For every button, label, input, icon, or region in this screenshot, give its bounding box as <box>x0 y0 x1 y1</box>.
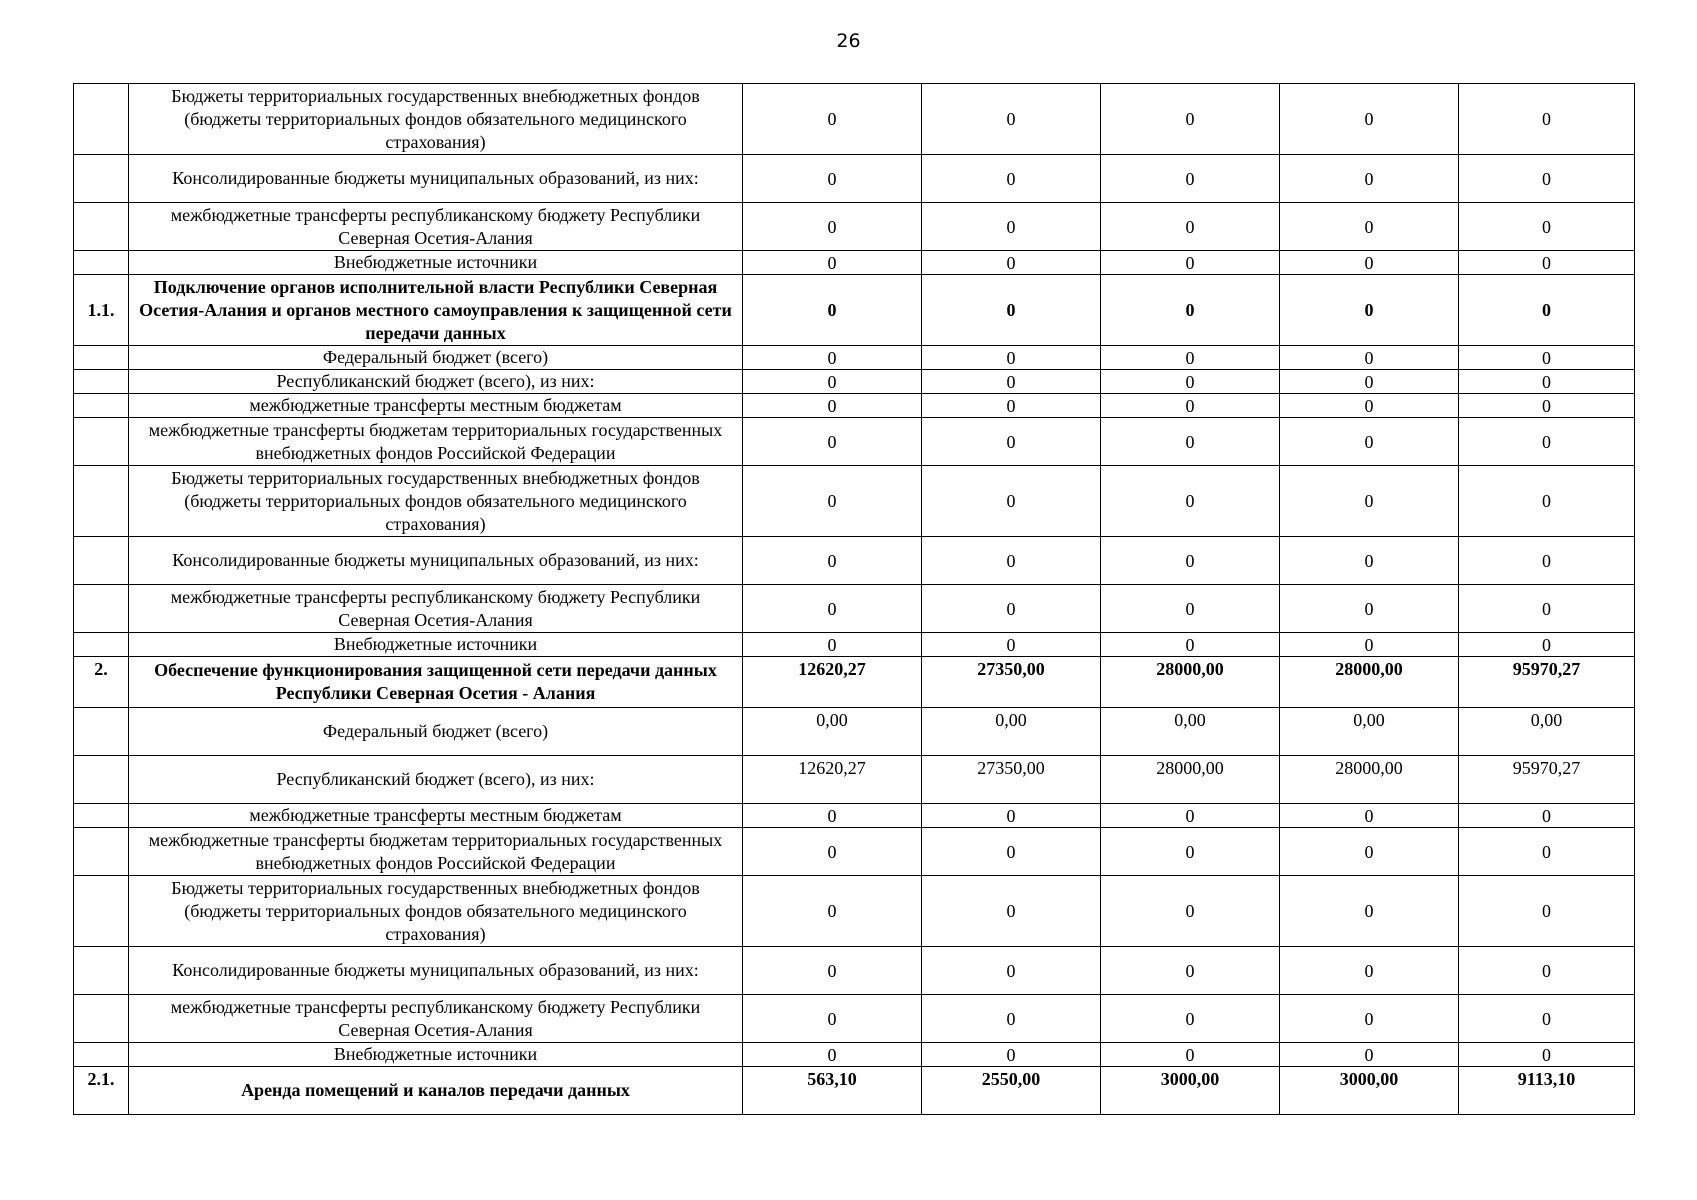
value-cell-3: 0 <box>1101 585 1280 633</box>
row-number <box>74 466 129 537</box>
value-cell-3: 0 <box>1101 370 1280 394</box>
row-number <box>74 947 129 995</box>
row-number <box>74 394 129 418</box>
value-cell-2: 0 <box>922 995 1101 1043</box>
value-cell-4: 0 <box>1280 1043 1459 1067</box>
row-label: Федеральный бюджет (всего) <box>129 708 743 756</box>
value-cell-5: 0 <box>1459 1043 1635 1067</box>
value-cell-2: 0 <box>922 370 1101 394</box>
table-row <box>74 275 1635 346</box>
value-cell-5: 9113,10 <box>1459 1067 1635 1115</box>
value-cell-4: 0 <box>1280 466 1459 537</box>
table-row <box>74 657 1635 708</box>
row-label: Аренда помещений и каналов передачи данных <box>129 1067 743 1115</box>
value-cell-3: 3000,00 <box>1101 1067 1280 1115</box>
value-cell-2: 0 <box>922 275 1101 346</box>
row-label: Бюджеты территориальных государственных внебюджетных фондов (бюджеты территориальных фондов обязательного медицинского страхования) <box>129 876 743 947</box>
table-row <box>74 708 1635 756</box>
row-label: межбюджетные трансферты местным бюджетам <box>129 394 743 418</box>
table-row <box>74 84 1635 155</box>
value-cell-1: 12620,27 <box>743 756 922 804</box>
table-row <box>74 1043 1635 1067</box>
value-cell-4: 0 <box>1280 537 1459 585</box>
value-cell-1: 0 <box>743 275 922 346</box>
row-label: межбюджетные трансферты республиканскому бюджету Республики Северная Осетия-Алания <box>129 203 743 251</box>
row-label: Бюджеты территориальных государственных внебюджетных фондов (бюджеты территориальных фондов обязательного медицинского страхования) <box>129 466 743 537</box>
row-label: Республиканский бюджет (всего), из них: <box>129 370 743 394</box>
value-cell-2: 0 <box>922 1043 1101 1067</box>
table-body <box>74 84 1635 1115</box>
table-row <box>74 756 1635 804</box>
value-cell-3: 28000,00 <box>1101 657 1280 708</box>
value-cell-4: 0,00 <box>1280 708 1459 756</box>
value-cell-3: 0 <box>1101 346 1280 370</box>
value-cell-5: 0 <box>1459 370 1635 394</box>
value-cell-3: 0 <box>1101 418 1280 466</box>
row-number <box>74 203 129 251</box>
value-cell-2: 0,00 <box>922 708 1101 756</box>
value-cell-5: 0 <box>1459 585 1635 633</box>
value-cell-1: 0 <box>743 585 922 633</box>
row-label: Консолидированные бюджеты муниципальных образований, из них: <box>129 947 743 995</box>
value-cell-4: 0 <box>1280 804 1459 828</box>
table-row <box>74 1067 1635 1115</box>
value-cell-2: 0 <box>922 394 1101 418</box>
value-cell-1: 0 <box>743 876 922 947</box>
value-cell-5: 0 <box>1459 394 1635 418</box>
value-cell-1: 0 <box>743 804 922 828</box>
value-cell-3: 0 <box>1101 804 1280 828</box>
value-cell-1: 0 <box>743 633 922 657</box>
row-label: межбюджетные трансферты республиканскому бюджету Республики Северная Осетия-Алания <box>129 995 743 1043</box>
value-cell-2: 0 <box>922 203 1101 251</box>
value-cell-4: 0 <box>1280 155 1459 203</box>
value-cell-5: 95970,27 <box>1459 756 1635 804</box>
row-label: Бюджеты территориальных государственных внебюджетных фондов (бюджеты территориальных фондов обязательного медицинского страхования) <box>129 84 743 155</box>
value-cell-3: 0,00 <box>1101 708 1280 756</box>
table-row <box>74 251 1635 275</box>
value-cell-3: 0 <box>1101 275 1280 346</box>
value-cell-1: 0 <box>743 346 922 370</box>
table-row <box>74 418 1635 466</box>
value-cell-4: 28000,00 <box>1280 657 1459 708</box>
value-cell-1: 0 <box>743 394 922 418</box>
value-cell-2: 0 <box>922 876 1101 947</box>
value-cell-3: 0 <box>1101 155 1280 203</box>
value-cell-5: 0 <box>1459 947 1635 995</box>
table-row <box>74 633 1635 657</box>
value-cell-2: 0 <box>922 804 1101 828</box>
row-label: Подключение органов исполнительной власти Республики Северная Осетия-Алания и органов местного самоуправления к защищенной сети передачи данных <box>129 275 743 346</box>
row-label: межбюджетные трансферты бюджетам территориальных государственных внебюджетных фондов Российской Федерации <box>129 418 743 466</box>
value-cell-2: 2550,00 <box>922 1067 1101 1115</box>
value-cell-1: 0 <box>743 203 922 251</box>
table-row <box>74 804 1635 828</box>
value-cell-1: 563,10 <box>743 1067 922 1115</box>
value-cell-5: 0 <box>1459 84 1635 155</box>
value-cell-5: 0 <box>1459 203 1635 251</box>
value-cell-4: 0 <box>1280 947 1459 995</box>
table-row <box>74 394 1635 418</box>
value-cell-4: 0 <box>1280 275 1459 346</box>
value-cell-2: 0 <box>922 155 1101 203</box>
row-label: межбюджетные трансферты местным бюджетам <box>129 804 743 828</box>
value-cell-4: 0 <box>1280 828 1459 876</box>
value-cell-2: 0 <box>922 84 1101 155</box>
row-number: 1.1. <box>74 275 129 346</box>
value-cell-1: 0 <box>743 537 922 585</box>
budget-table <box>73 83 1635 1115</box>
value-cell-3: 0 <box>1101 633 1280 657</box>
value-cell-4: 0 <box>1280 995 1459 1043</box>
value-cell-1: 12620,27 <box>743 657 922 708</box>
value-cell-5: 95970,27 <box>1459 657 1635 708</box>
value-cell-1: 0 <box>743 947 922 995</box>
value-cell-1: 0 <box>743 1043 922 1067</box>
row-number <box>74 346 129 370</box>
value-cell-2: 0 <box>922 585 1101 633</box>
table-row <box>74 537 1635 585</box>
value-cell-5: 0 <box>1459 251 1635 275</box>
value-cell-3: 28000,00 <box>1101 756 1280 804</box>
value-cell-2: 0 <box>922 346 1101 370</box>
table-row <box>74 585 1635 633</box>
value-cell-5: 0 <box>1459 537 1635 585</box>
row-number <box>74 585 129 633</box>
value-cell-2: 27350,00 <box>922 657 1101 708</box>
value-cell-4: 0 <box>1280 370 1459 394</box>
value-cell-3: 0 <box>1101 947 1280 995</box>
row-number <box>74 537 129 585</box>
value-cell-5: 0 <box>1459 275 1635 346</box>
value-cell-4: 0 <box>1280 633 1459 657</box>
value-cell-5: 0 <box>1459 804 1635 828</box>
row-label: Внебюджетные источники <box>129 633 743 657</box>
table-row <box>74 828 1635 876</box>
value-cell-5: 0 <box>1459 828 1635 876</box>
value-cell-3: 0 <box>1101 394 1280 418</box>
row-number <box>74 828 129 876</box>
value-cell-3: 0 <box>1101 203 1280 251</box>
value-cell-2: 0 <box>922 537 1101 585</box>
value-cell-1: 0 <box>743 84 922 155</box>
value-cell-3: 0 <box>1101 876 1280 947</box>
row-number <box>74 418 129 466</box>
row-number <box>74 995 129 1043</box>
value-cell-4: 28000,00 <box>1280 756 1459 804</box>
value-cell-4: 0 <box>1280 876 1459 947</box>
value-cell-2: 0 <box>922 633 1101 657</box>
value-cell-5: 0 <box>1459 155 1635 203</box>
value-cell-2: 0 <box>922 947 1101 995</box>
row-number <box>74 633 129 657</box>
value-cell-1: 0 <box>743 466 922 537</box>
value-cell-3: 0 <box>1101 537 1280 585</box>
table-row <box>74 876 1635 947</box>
row-number: 2.1. <box>74 1067 129 1115</box>
value-cell-4: 0 <box>1280 84 1459 155</box>
value-cell-3: 0 <box>1101 995 1280 1043</box>
value-cell-2: 0 <box>922 418 1101 466</box>
row-number <box>74 708 129 756</box>
row-label: Республиканский бюджет (всего), из них: <box>129 756 743 804</box>
row-number <box>74 756 129 804</box>
row-number <box>74 876 129 947</box>
value-cell-5: 0 <box>1459 418 1635 466</box>
row-number <box>74 804 129 828</box>
value-cell-4: 0 <box>1280 585 1459 633</box>
value-cell-3: 0 <box>1101 84 1280 155</box>
row-label: межбюджетные трансферты республиканскому бюджету Республики Северная Осетия-Алания <box>129 585 743 633</box>
value-cell-4: 0 <box>1280 394 1459 418</box>
value-cell-1: 0,00 <box>743 708 922 756</box>
table-row <box>74 995 1635 1043</box>
value-cell-4: 0 <box>1280 203 1459 251</box>
value-cell-3: 0 <box>1101 1043 1280 1067</box>
value-cell-3: 0 <box>1101 828 1280 876</box>
value-cell-4: 3000,00 <box>1280 1067 1459 1115</box>
table-row <box>74 947 1635 995</box>
value-cell-1: 0 <box>743 418 922 466</box>
table-row <box>74 346 1635 370</box>
row-label: Внебюджетные источники <box>129 1043 743 1067</box>
value-cell-4: 0 <box>1280 418 1459 466</box>
value-cell-4: 0 <box>1280 346 1459 370</box>
row-label: Консолидированные бюджеты муниципальных образований, из них: <box>129 155 743 203</box>
value-cell-2: 0 <box>922 251 1101 275</box>
row-number: 2. <box>74 657 129 708</box>
value-cell-3: 0 <box>1101 251 1280 275</box>
table-row <box>74 370 1635 394</box>
table-row <box>74 155 1635 203</box>
value-cell-2: 0 <box>922 828 1101 876</box>
value-cell-1: 0 <box>743 828 922 876</box>
row-label: Внебюджетные источники <box>129 251 743 275</box>
table-row <box>74 466 1635 537</box>
value-cell-1: 0 <box>743 251 922 275</box>
value-cell-3: 0 <box>1101 466 1280 537</box>
row-label: Консолидированные бюджеты муниципальных образований, из них: <box>129 537 743 585</box>
row-number <box>74 84 129 155</box>
row-label: межбюджетные трансферты бюджетам территориальных государственных внебюджетных фондов Российской Федерации <box>129 828 743 876</box>
value-cell-1: 0 <box>743 155 922 203</box>
value-cell-5: 0 <box>1459 466 1635 537</box>
row-label: Обеспечение функционирования защищенной сети передачи данных Республики Северная Осетия - Алания <box>129 657 743 708</box>
value-cell-5: 0 <box>1459 633 1635 657</box>
row-number <box>74 155 129 203</box>
page-number: 26 <box>836 30 861 52</box>
value-cell-2: 0 <box>922 466 1101 537</box>
value-cell-5: 0 <box>1459 995 1635 1043</box>
value-cell-1: 0 <box>743 370 922 394</box>
row-number <box>74 251 129 275</box>
row-label: Федеральный бюджет (всего) <box>129 346 743 370</box>
value-cell-2: 27350,00 <box>922 756 1101 804</box>
row-number <box>74 1043 129 1067</box>
table-row <box>74 203 1635 251</box>
value-cell-5: 0 <box>1459 876 1635 947</box>
value-cell-1: 0 <box>743 995 922 1043</box>
value-cell-5: 0,00 <box>1459 708 1635 756</box>
row-number <box>74 370 129 394</box>
value-cell-5: 0 <box>1459 346 1635 370</box>
value-cell-4: 0 <box>1280 251 1459 275</box>
